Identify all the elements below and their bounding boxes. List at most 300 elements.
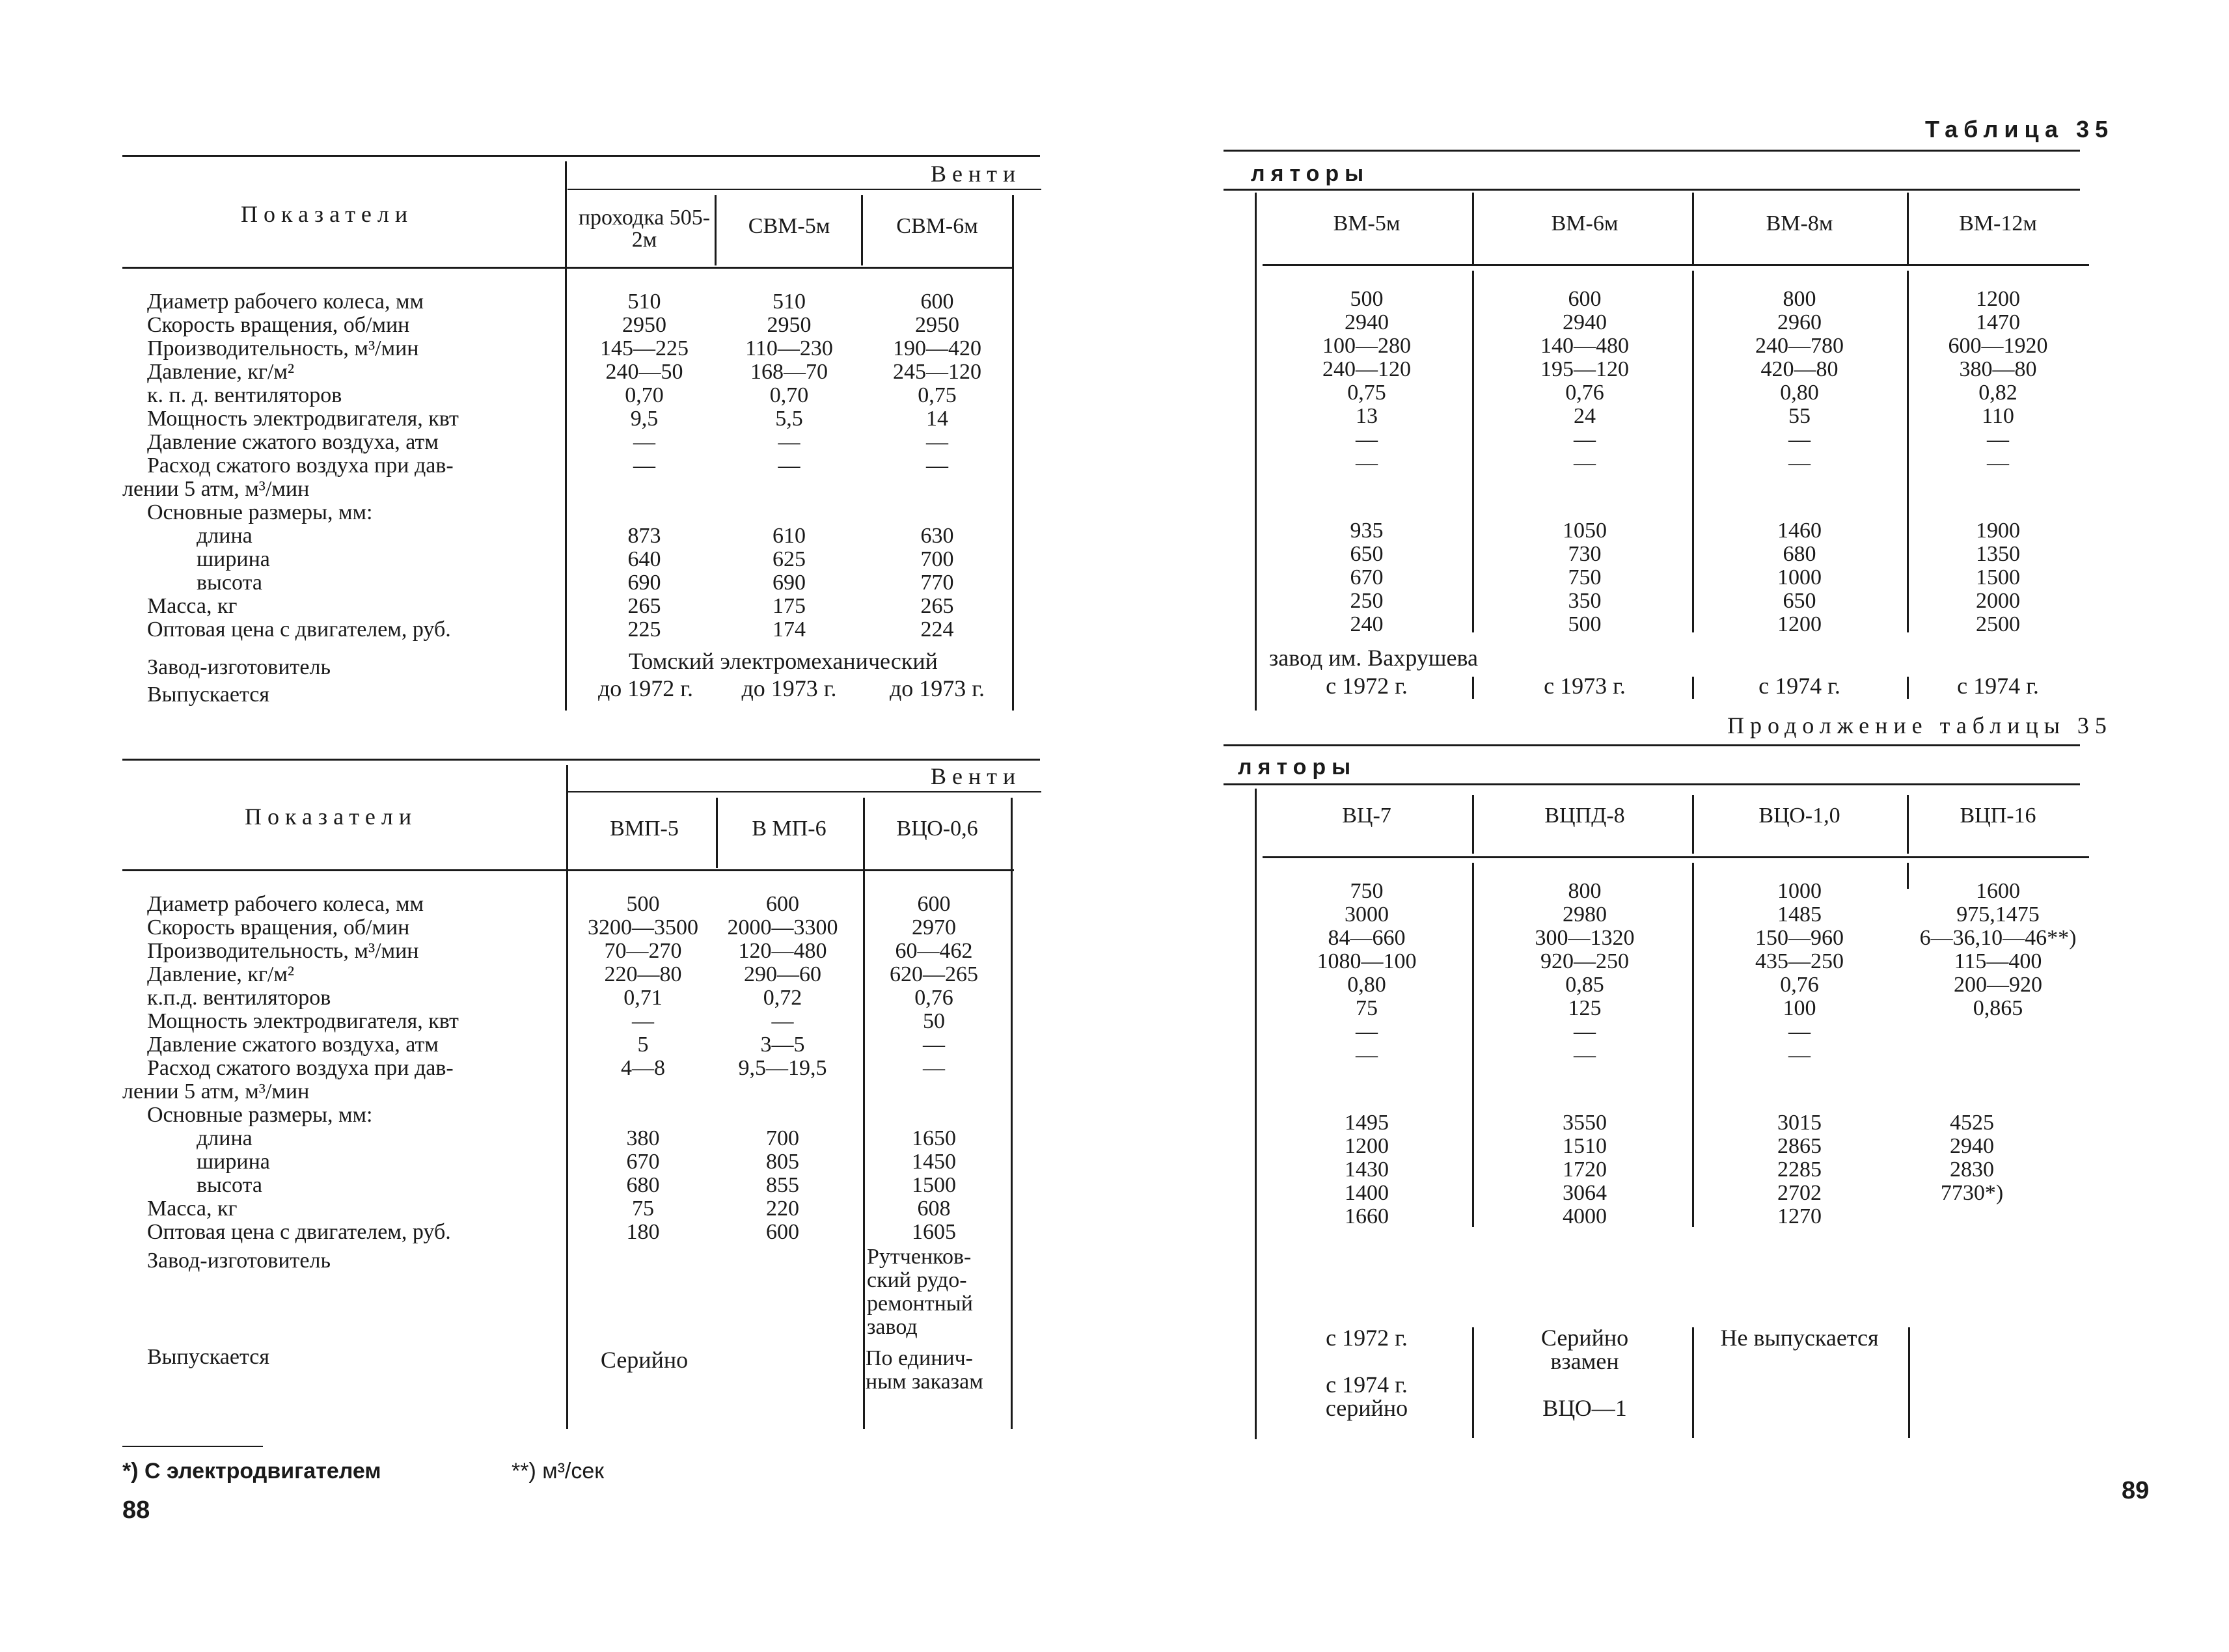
cell-value: 75: [632, 1197, 654, 1221]
cell-value: —: [771, 1009, 794, 1033]
right-table1-col-4: [1913, 288, 2083, 475]
cell-value: 200—920: [1954, 973, 2042, 997]
right-table2-col-header-4: ВЦП-16: [1960, 804, 2036, 828]
dim-value: 2702: [1777, 1181, 1822, 1205]
row-label: Основные размеры, мм:: [147, 500, 373, 524]
cell-value: 1200: [1976, 287, 2020, 311]
release-line: Серийно: [1540, 1325, 1629, 1351]
cell-value: [716, 501, 862, 524]
left-table1-col-header-3: СВМ-6м: [896, 214, 978, 238]
row-label: к.п.д. вентиляторов: [147, 986, 331, 1010]
release-line: По единич-: [866, 1346, 974, 1370]
cell-value: —: [1788, 1020, 1811, 1044]
dim-value: 650: [1783, 589, 1816, 613]
cell-value: 70—270: [604, 939, 682, 963]
cell-value: 145—225: [600, 336, 689, 360]
left-table1-col-header-2: СВМ-5м: [748, 214, 830, 238]
row-label: Оптовая цена с двигателем, руб.: [147, 1220, 451, 1244]
left-table2-col-header-1: ВМП-5: [610, 817, 679, 841]
dim-value: 2500: [1976, 612, 2020, 636]
maker-line: ский рудо-: [867, 1268, 967, 1292]
cell-value: 300—1320: [1535, 926, 1635, 950]
cell-value: —: [926, 454, 948, 478]
cell-value: 600: [920, 290, 954, 314]
dim-value: 1400: [1345, 1181, 1389, 1205]
cell-value: 800: [1568, 879, 1602, 903]
left-table1-maker-label: Завод-изготовитель: [147, 655, 331, 679]
dim-value: 500: [1568, 612, 1602, 636]
release-line: [1263, 1349, 1471, 1373]
right-table2-col-header-3: ВЦО-1,0: [1758, 804, 1840, 828]
cell-value: —: [1356, 427, 1378, 452]
row-label: длина: [197, 1126, 253, 1150]
cell-value: —: [1356, 451, 1378, 475]
dim-value: 1350: [1976, 542, 2020, 566]
cell-value: —: [633, 430, 655, 454]
row-label: Расход сжатого воздуха при дав-: [147, 1056, 454, 1080]
cell-value: 2980: [1563, 902, 1607, 927]
cell-value: 630: [920, 524, 954, 548]
cell-value: 0,82: [1978, 381, 2017, 405]
cell-value: 3000: [1345, 902, 1389, 927]
cell-value: 1600: [1976, 879, 2020, 903]
right-table1-title-frag: ляторы: [1251, 161, 1370, 186]
continuation-label: Продолжение таблицы 35: [1727, 712, 2113, 738]
right-table1-col-header-4: ВМ-12м: [1959, 211, 2037, 236]
cell-value: —: [1987, 451, 2009, 475]
dim-value: 2000: [1976, 589, 2020, 613]
cell-value: 620—265: [890, 962, 978, 986]
right-table2-col-4: [1913, 880, 2083, 1067]
cell-value: [1913, 1044, 2083, 1067]
dim-value: 670: [1350, 565, 1384, 589]
cell-value: 600: [766, 1220, 799, 1244]
dim-value: 240: [1350, 612, 1384, 636]
cell-value: —: [1788, 451, 1811, 475]
row-label: Скорость вращения, об/мин: [147, 915, 410, 940]
dim-value: 7730*): [1940, 1181, 2004, 1205]
cell-value: 750: [1350, 879, 1384, 903]
cell-value: 2950: [915, 313, 959, 337]
left-table1-release-1: до 1972 г.: [597, 675, 694, 701]
release-line: взамен: [1550, 1348, 1619, 1374]
cell-value: 2970: [912, 915, 956, 940]
row-label: Масса, кг: [147, 1197, 238, 1221]
right-table1-release-3: с 1974 г.: [1758, 673, 1840, 699]
cell-value: 700: [920, 547, 954, 571]
left-page-number: 88: [122, 1496, 150, 1524]
cell-value: [709, 1080, 856, 1104]
cell-value: —: [632, 1009, 654, 1033]
row-label: ширина: [197, 1150, 270, 1174]
dim-value: 1270: [1777, 1204, 1822, 1228]
left-table1-col-2: [716, 290, 862, 642]
cell-value: 0,72: [763, 986, 802, 1010]
cell-value: —: [1356, 1043, 1378, 1067]
cell-value: 500: [1350, 287, 1384, 311]
cell-value: 290—60: [744, 962, 821, 986]
dim-value: 2940: [1950, 1134, 1994, 1158]
release-line: с 1972 г.: [1326, 1325, 1408, 1351]
dim-value: [1913, 1205, 2031, 1228]
cell-value: 700: [766, 1126, 799, 1150]
release-line: ВЦО—1: [1542, 1395, 1627, 1421]
cell-value: —: [778, 454, 800, 478]
cell-value: 265: [920, 594, 954, 618]
release-line: серийно: [1325, 1395, 1408, 1421]
dim-value: 1430: [1345, 1158, 1389, 1182]
right-table2-release-col2: [1477, 1326, 1692, 1420]
row-label: лении 5 атм, м³/мин: [122, 477, 310, 501]
right-table1-release-1: с 1972 г.: [1326, 673, 1408, 699]
cell-value: 75: [1356, 996, 1378, 1020]
cell-value: 84—660: [1328, 926, 1406, 950]
left-table1-col-3: [862, 290, 1012, 642]
cell-value: 50: [923, 1009, 945, 1033]
cell-value: 690: [627, 571, 661, 595]
row-label: Масса, кг: [147, 594, 238, 618]
left-table2-col-2: [709, 893, 856, 1244]
cell-value: 245—120: [893, 360, 981, 384]
left-table2-release-col1: Серийно: [600, 1347, 689, 1373]
dim-value: 1200: [1777, 612, 1822, 636]
left-table2-col-header-2: В МП-6: [752, 817, 827, 841]
cell-value: 600: [1568, 287, 1602, 311]
maker-line: завод: [867, 1315, 918, 1339]
cell-value: 2000—3300: [727, 915, 838, 940]
right-table1-col-1: [1263, 288, 1471, 475]
cell-value: 855: [766, 1173, 799, 1197]
cell-value: 1080—100: [1317, 949, 1417, 973]
cell-value: 0,76: [1780, 973, 1819, 997]
cell-value: 380: [626, 1126, 660, 1150]
cell-value: 9,5—19,5: [738, 1056, 827, 1080]
cell-value: 140—480: [1540, 334, 1629, 358]
cell-value: —: [1788, 1043, 1811, 1067]
cell-value: 265: [627, 594, 661, 618]
cell-value: 24: [1574, 404, 1596, 428]
cell-value: —: [633, 454, 655, 478]
left-table2-release-col3: [866, 1347, 1015, 1394]
cell-value: [859, 1104, 1009, 1127]
cell-value: [709, 1104, 856, 1127]
right-table2-dims-2: [1477, 1111, 1692, 1228]
dim-value: 650: [1350, 542, 1384, 566]
right-table1-maker: завод им. Вахрушева: [1269, 645, 1478, 671]
dim-value: 4000: [1563, 1204, 1607, 1228]
cell-value: 0,865: [1973, 996, 2023, 1020]
cell-value: 125: [1568, 996, 1602, 1020]
cell-value: 175: [773, 594, 806, 618]
right-table2-dims-4: [1913, 1111, 2031, 1228]
row-label: Диаметр рабочего колеса, мм: [147, 892, 424, 916]
dim-value: 2285: [1777, 1158, 1822, 1182]
cell-value: 0,75: [1347, 381, 1386, 405]
cell-value: [573, 501, 716, 524]
cell-value: 120—480: [738, 939, 827, 963]
release-line: Не выпускается: [1720, 1325, 1879, 1351]
cell-value: [862, 478, 1012, 501]
cell-value: 1650: [912, 1126, 956, 1150]
row-label: Мощность электродвигателя, квт: [147, 1009, 459, 1033]
cell-value: 420—80: [1760, 357, 1839, 381]
dim-value: 250: [1350, 589, 1384, 613]
cell-value: 640: [627, 547, 661, 571]
cell-value: 435—250: [1755, 949, 1844, 973]
cell-value: [571, 1080, 715, 1104]
left-table1-maker-value: Томский электромеханический: [629, 648, 938, 674]
cell-value: 0,71: [623, 986, 663, 1010]
left-table1-col-1: [573, 290, 716, 642]
right-table2-col-1: [1263, 880, 1471, 1067]
cell-value: 500: [626, 892, 660, 916]
left-table1-release-3: до 1973 г.: [889, 675, 985, 701]
cell-value: —: [1987, 427, 2009, 452]
left-table2-release-label: Выпускается: [147, 1345, 269, 1369]
row-label: Производительность, м³/мин: [147, 939, 419, 963]
footnote-1: *) С электродвигателем: [122, 1459, 381, 1483]
row-label: Давление, кг/м²: [147, 360, 295, 384]
dim-value: 350: [1568, 589, 1602, 613]
cell-value: [862, 501, 1012, 524]
left-table2-col-header-3: ВЦО-0,6: [896, 817, 978, 841]
cell-value: 1485: [1777, 902, 1822, 927]
right-table1-release-2: с 1973 г.: [1544, 673, 1626, 699]
right-table1-col-3: [1695, 288, 1904, 475]
left-table2-title-frag: Венти: [931, 763, 1022, 789]
row-label: Производительность, м³/мин: [147, 336, 419, 360]
right-table1-col-header-3: ВМ-8м: [1766, 211, 1833, 236]
cell-value: 625: [773, 547, 806, 571]
cell-value: 380—80: [1959, 357, 2037, 381]
cell-value: 4—8: [621, 1056, 665, 1080]
right-table1-col-header-1: ВМ-5м: [1333, 211, 1401, 236]
right-table2-col-2: [1477, 880, 1692, 1067]
left-table2-header-label: Показатели: [245, 804, 418, 830]
table-label: Таблица 35: [1925, 116, 2114, 142]
cell-value: 975,1475: [1956, 902, 2040, 927]
row-label: ширина: [197, 547, 270, 571]
cell-value: 1000: [1777, 879, 1822, 903]
right-table2-release-col1: [1263, 1326, 1471, 1420]
cell-value: 240—780: [1755, 334, 1844, 358]
cell-value: —: [923, 1033, 945, 1057]
dim-value: 3550: [1563, 1111, 1607, 1135]
dim-value: 730: [1568, 542, 1602, 566]
row-label: Мощность электродвигателя, квт: [147, 407, 459, 431]
dim-value: 1460: [1777, 519, 1822, 543]
cell-value: 180: [626, 1220, 660, 1244]
dim-value: 4525: [1950, 1111, 1994, 1135]
cell-value: 2940: [1345, 310, 1389, 334]
dim-value: 2865: [1777, 1134, 1822, 1158]
release-line: ным заказам: [866, 1370, 983, 1394]
right-table1-col-header-2: ВМ-6м: [1551, 211, 1619, 236]
cell-value: 190—420: [893, 336, 981, 360]
maker-line: Рутченков-: [867, 1245, 972, 1269]
cell-value: 2950: [622, 313, 666, 337]
right-table1-col-2: [1477, 288, 1692, 475]
row-label: Давление сжатого воздуха, атм: [147, 430, 439, 454]
right-table2-title-frag: ляторы: [1238, 755, 1357, 779]
dim-value: 1900: [1976, 519, 2020, 543]
cell-value: 608: [917, 1197, 951, 1221]
right-table1-dims-1: [1263, 519, 1471, 636]
dim-value: 1660: [1345, 1204, 1389, 1228]
cell-value: [1913, 1020, 2083, 1044]
cell-value: 174: [773, 617, 806, 642]
dim-value: 680: [1783, 542, 1816, 566]
cell-value: —: [923, 1056, 945, 1080]
right-table2-dims-1: [1263, 1111, 1471, 1228]
dim-value: 1050: [1563, 519, 1607, 543]
cell-value: 920—250: [1540, 949, 1629, 973]
cell-value: 600—1920: [1948, 334, 2048, 358]
cell-value: —: [926, 430, 948, 454]
footnote-2: **) м³/сек: [512, 1459, 605, 1483]
dim-value: 1720: [1563, 1158, 1607, 1182]
cell-value: 2950: [767, 313, 812, 337]
cell-value: 670: [626, 1150, 660, 1174]
cell-value: [859, 1080, 1009, 1104]
left-table2-maker-value: [867, 1245, 1013, 1339]
cell-value: 100—280: [1322, 334, 1411, 358]
dim-value: 1495: [1345, 1111, 1389, 1135]
cell-value: 873: [627, 524, 661, 548]
cell-value: 600: [766, 892, 799, 916]
row-label: высота: [197, 571, 262, 595]
cell-value: [573, 478, 716, 501]
cell-value: 115—400: [1954, 949, 2042, 973]
cell-value: 1450: [912, 1150, 956, 1174]
dim-value: 935: [1350, 519, 1384, 543]
row-label: к. п. д. вентиляторов: [147, 383, 342, 407]
release-line: [1477, 1373, 1692, 1396]
cell-value: —: [1574, 427, 1596, 452]
left-table2-col-1: [571, 893, 715, 1244]
row-label: Скорость вращения, об/мин: [147, 313, 410, 337]
cell-value: 9,5: [630, 407, 659, 431]
row-label: Расход сжатого воздуха при дав-: [147, 454, 454, 478]
cell-value: 225: [627, 617, 661, 642]
cell-value: 100: [1783, 996, 1816, 1020]
cell-value: 224: [920, 617, 954, 642]
left-table1-release-2: до 1973 г.: [741, 675, 837, 701]
row-label: длина: [197, 524, 253, 548]
cell-value: 5,5: [775, 407, 803, 431]
cell-value: 0,80: [1347, 973, 1386, 997]
row-label: высота: [197, 1173, 262, 1197]
row-label: Диаметр рабочего колеса, мм: [147, 290, 424, 314]
right-table2-col-header-2: ВЦПД-8: [1544, 804, 1625, 828]
cell-value: 0,76: [1565, 381, 1604, 405]
cell-value: 220—80: [604, 962, 682, 986]
cell-value: 0,70: [769, 383, 809, 407]
cell-value: 2960: [1777, 310, 1822, 334]
cell-value: 510: [627, 290, 661, 314]
cell-value: 60—462: [895, 939, 973, 963]
dim-value: 3015: [1777, 1111, 1822, 1135]
cell-value: —: [1788, 427, 1811, 452]
cell-value: 1500: [912, 1173, 956, 1197]
cell-value: 6—36,10—46**): [1919, 926, 2077, 950]
maker-line: ремонтный: [867, 1292, 973, 1316]
row-label: Основные размеры, мм:: [147, 1103, 373, 1127]
right-table1-dims-2: [1477, 519, 1692, 636]
right-table1-dims-4: [1913, 519, 2083, 636]
cell-value: 1605: [912, 1220, 956, 1244]
cell-value: 2940: [1563, 310, 1607, 334]
right-table2-col-header-1: ВЦ-7: [1342, 804, 1391, 828]
cell-value: 1470: [1976, 310, 2020, 334]
cell-value: [571, 1104, 715, 1127]
right-table1-dims-3: [1695, 519, 1904, 636]
cell-value: 0,76: [914, 986, 953, 1010]
cell-value: 5: [637, 1033, 649, 1057]
row-label: Давление сжатого воздуха, атм: [147, 1033, 439, 1057]
cell-value: 150—960: [1755, 926, 1844, 950]
cell-value: 770: [920, 571, 954, 595]
dim-value: 1200: [1345, 1134, 1389, 1158]
dim-value: 750: [1568, 565, 1602, 589]
cell-value: 610: [773, 524, 806, 548]
cell-value: 0,75: [918, 383, 957, 407]
cell-value: 0,80: [1780, 381, 1819, 405]
left-table1-title-frag: Венти: [931, 161, 1022, 187]
cell-value: 600: [917, 892, 951, 916]
cell-value: 0,70: [625, 383, 664, 407]
cell-value: 55: [1788, 404, 1811, 428]
cell-value: 110: [1982, 404, 2014, 428]
left-table1-header-label: Показатели: [241, 201, 414, 227]
cell-value: 110—230: [745, 336, 833, 360]
cell-value: 220: [766, 1197, 799, 1221]
row-label: Давление, кг/м²: [147, 962, 295, 986]
cell-value: 195—120: [1540, 357, 1629, 381]
cell-value: 690: [773, 571, 806, 595]
cell-value: 800: [1783, 287, 1816, 311]
row-label: лении 5 атм, м³/мин: [122, 1079, 310, 1104]
dim-value: 1510: [1563, 1134, 1607, 1158]
cell-value: 240—50: [605, 360, 683, 384]
cell-value: 13: [1356, 404, 1378, 428]
dim-value: 3064: [1563, 1181, 1607, 1205]
left-table2-col-3: [859, 893, 1009, 1244]
cell-value: 3200—3500: [588, 915, 698, 940]
cell-value: 240—120: [1322, 357, 1411, 381]
cell-value: —: [1356, 1020, 1378, 1044]
cell-value: —: [1574, 1043, 1596, 1067]
cell-value: —: [778, 430, 800, 454]
cell-value: 3—5: [760, 1033, 805, 1057]
dim-value: 2830: [1950, 1158, 1994, 1182]
left-table1-release-label: Выпускается: [147, 683, 269, 707]
right-table2-dims-3: [1695, 1111, 1904, 1228]
row-label: Оптовая цена с двигателем, руб.: [147, 617, 451, 642]
right-table2-col-3: [1695, 880, 1904, 1067]
cell-value: 14: [926, 407, 948, 431]
cell-value: 805: [766, 1150, 799, 1174]
dim-value: 1000: [1777, 565, 1822, 589]
right-table2-release-col3: [1695, 1326, 1904, 1349]
left-table1-col-header-1: проходка 505-2м: [578, 206, 711, 252]
cell-value: 0,85: [1565, 973, 1604, 997]
right-table1-release-4: с 1974 г.: [1957, 673, 2039, 699]
left-table2-maker-label: Завод-изготовитель: [147, 1249, 331, 1273]
cell-value: —: [1574, 451, 1596, 475]
cell-value: —: [1574, 1020, 1596, 1044]
cell-value: [716, 478, 862, 501]
